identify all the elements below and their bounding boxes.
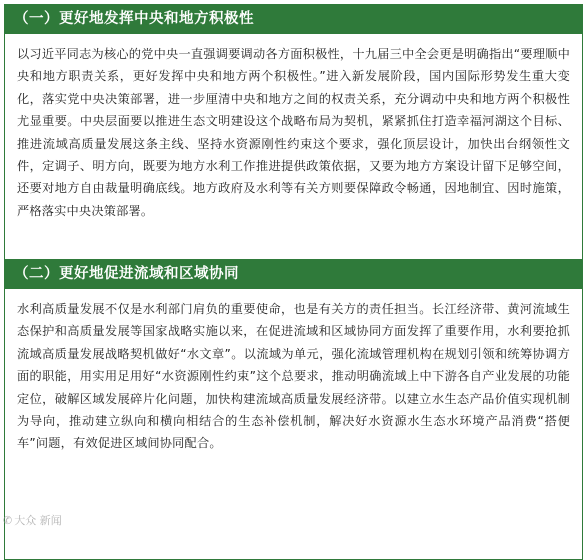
section-body-box bbox=[4, 289, 583, 560]
section-title: （一）更好地发挥中央和地方积极性 bbox=[4, 4, 583, 34]
section-body-text: 水利高质量发展不仅是水利部门肩负的重要使命，也是有关方的责任担当。长江经济带、黄河流域生态保护和高质量发展等国家战略实施以来，在促进流域和区域协同方面发挥了重要作用，水利要抢抓流域高质量发展战略契机做好“水文章”。以流域为单元，强化流域管理机构在规划引领和统筹协调方面的职能，用实用足用好“水资源刚性约束”这个总要求，推动明确流域上中下游各自产业发展的功能定位，破解区域发展碎片化问题，加快构建流域高质量发展经济带。以建立水生态产品价值实现机制为导向，推动建立纵向和横向相结合的生态补偿机制，解决好水资源水生态水环境产品消费“搭便车”问题，有效促进区域间协同配合。 bbox=[17, 302, 570, 451]
section-basin-region bbox=[4, 259, 583, 560]
section-body-text: 以习近平同志为核心的党中央一直强调要调动各方面积极性，十九届三中全会更是明确指出“要理顺中央和地方职责关系，更好发挥中央和地方两个积极性。”进入新发展阶段，国内国际形势发生重大变化，落实党中央决策部署，进一步厘清中央和地方之间的权责关系，充分调动中央和地方两个积极性尤显重要。中央层面要以推进生态文明建设这个战略布局为契机，紧紧抓住打造幸福河湖这个目标、推进流域高质量发展这条主线、坚持水资源刚性约束这个要求，强化顶层设计，加快出台纲领性文件，定调子、明方向，既要为地方水利工作推进提供政策依据，又要为地方方案设计留下足够空间，还要对地方自由裁量明确底线。地方政府及水利等有关方则要保障政令畅通，因地制宜、因时施策，严格落实中央决策部署。 bbox=[17, 47, 570, 218]
watermark-text: 大众 新闻 bbox=[14, 514, 62, 527]
section-central-local bbox=[4, 4, 583, 260]
watermark bbox=[3, 512, 62, 528]
watermark-logo-icon: ✆ bbox=[3, 514, 13, 527]
section-body-box bbox=[4, 34, 583, 260]
section-title: （二）更好地促进流域和区域协同 bbox=[4, 259, 583, 289]
